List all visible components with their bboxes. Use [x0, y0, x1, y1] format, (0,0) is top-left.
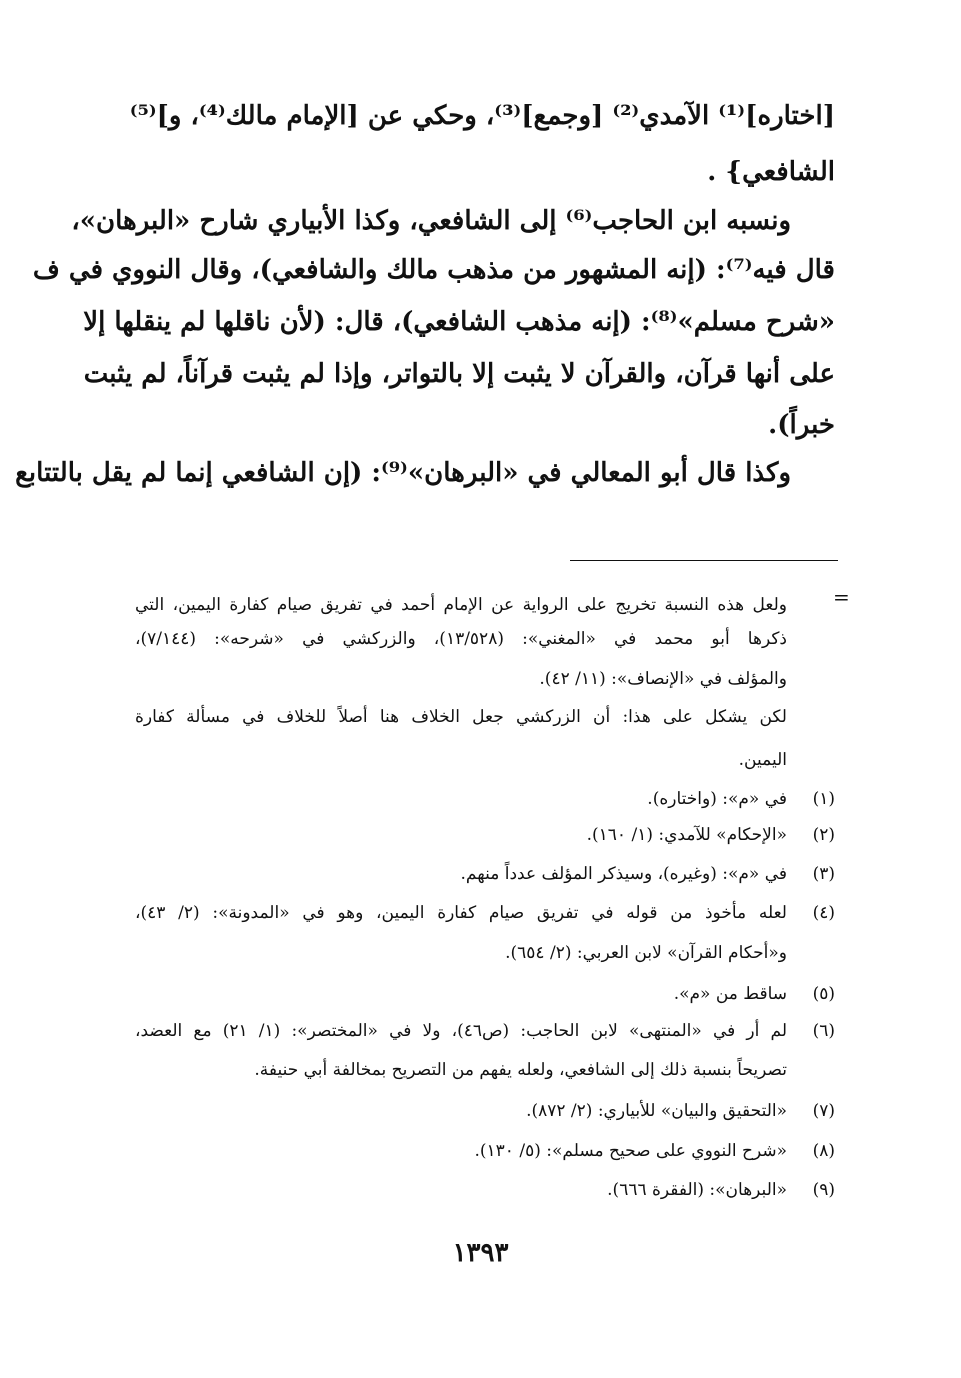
main-text-line-7: خبراً).	[768, 410, 835, 440]
main-text-line-4: قال فيه⁽⁷⁾: (إنه المشهور من مذهب مالك والشافعي)، وقال النووي في ف	[32, 255, 835, 285]
footnote-number: (١)	[812, 789, 835, 809]
footnote-text: «التحقيق والبيان» للأبياري: (٢/ ٨٧٢).	[526, 1101, 787, 1121]
footnote-number: (٣)	[812, 864, 835, 884]
continuation-marker: =	[833, 585, 850, 609]
footnote-text: في «م»: (وغيره)، وسيذكر المؤلف عدداً منهم.	[460, 864, 787, 884]
footnote-number: (٩)	[812, 1180, 835, 1200]
footnote-text: «شرح النووي على صحيح مسلم»: (٥/ ١٣٠).	[474, 1141, 787, 1161]
footnote-continuation-line: ذكرها أبو محمد في «المغني»: (١٣/٥٢٨)، والزركشي في «شرحه»: (٧/١٤٤)،	[135, 629, 787, 649]
footnote-text: «البرهان»: (الفقرة ٦٦٦).	[607, 1180, 787, 1200]
footnote-continuation-line: ولعل هذه النسبة تخريج على الرواية عن الإمام أحمد في تفريق صيام كفارة اليمين، التي	[135, 595, 787, 615]
footnote-number: (٤)	[812, 903, 835, 923]
footnote-text: في «م»: (واختاره).	[647, 789, 787, 809]
footnote-continuation-line: لكن يشكل على هذا: أن الزركشي جعل الخلاف هنا أصلاً للخلاف في مسألة كفارة	[135, 707, 787, 727]
footnote-number: (٢)	[812, 825, 835, 845]
footnote-text: لعله مأخوذ من قوله في تفريق صيام كفارة اليمين، وهو في «المدونة»: (٢/ ٤٣)،	[135, 903, 787, 923]
footnote-separator	[570, 560, 838, 561]
footnote-continuation-line: اليمين.	[738, 750, 787, 770]
footnote-number: (٥)	[812, 984, 835, 1004]
footnote-continuation-line: والمؤلف في «الإنصاف»: (١١/ ٤٢).	[539, 669, 787, 689]
main-text-line-8: وكذا قال أبو المعالي في «البرهان»⁽⁹⁾: (إن الشافعي إنما لم يقل بالتتابع	[15, 458, 791, 488]
footnote-text: ساقط من «م».	[673, 984, 787, 1004]
footnote-number: (٨)	[812, 1141, 835, 1161]
main-text-line-2: الشافعي} .	[707, 157, 835, 187]
main-text-line-1: [اختاره]⁽¹⁾ الآمدي⁽²⁾ [وجمع]⁽³⁾، وحكي عن [الإمام مالك⁽⁴⁾، و]⁽⁵⁾	[129, 101, 835, 131]
page-number: ١٣٩٣	[452, 1238, 509, 1268]
footnote-text: «الإحكام» للآمدي: (١/ ١٦٠).	[586, 825, 787, 845]
main-text-line-6: على أنها قرآن، والقرآن لا يثبت إلا بالتواتر، وإذا لم يثبت قرآناً، لم يثبت	[83, 359, 835, 389]
footnote-text: لم أر في «المنتهى» لابن الحاجب: (ص٤٦)، ولا في «المختصر»: (١/ ٢١) مع العضد،	[135, 1021, 787, 1041]
main-text-line-3: ونسبه ابن الحاجب⁽⁶⁾ إلى الشافعي، وكذا الأبياري شارح «البرهان»،	[71, 206, 791, 236]
footnote-text: و«أحكام القرآن» لابن العربي: (٢/ ٦٥٤).	[505, 943, 787, 963]
main-text-line-5: «شرح مسلم»⁽⁸⁾: (إنه مذهب الشافعي)، قال: (لأن ناقلها لم ينقلها إلا	[83, 307, 835, 337]
footnote-number: (٦)	[812, 1021, 835, 1041]
footnote-number: (٧)	[812, 1101, 835, 1121]
footnote-text: تصريحاً بنسبة ذلك إلى الشافعي، ولعله يفهم من التصريح بمخالفة أبي حنيفة.	[254, 1060, 787, 1080]
